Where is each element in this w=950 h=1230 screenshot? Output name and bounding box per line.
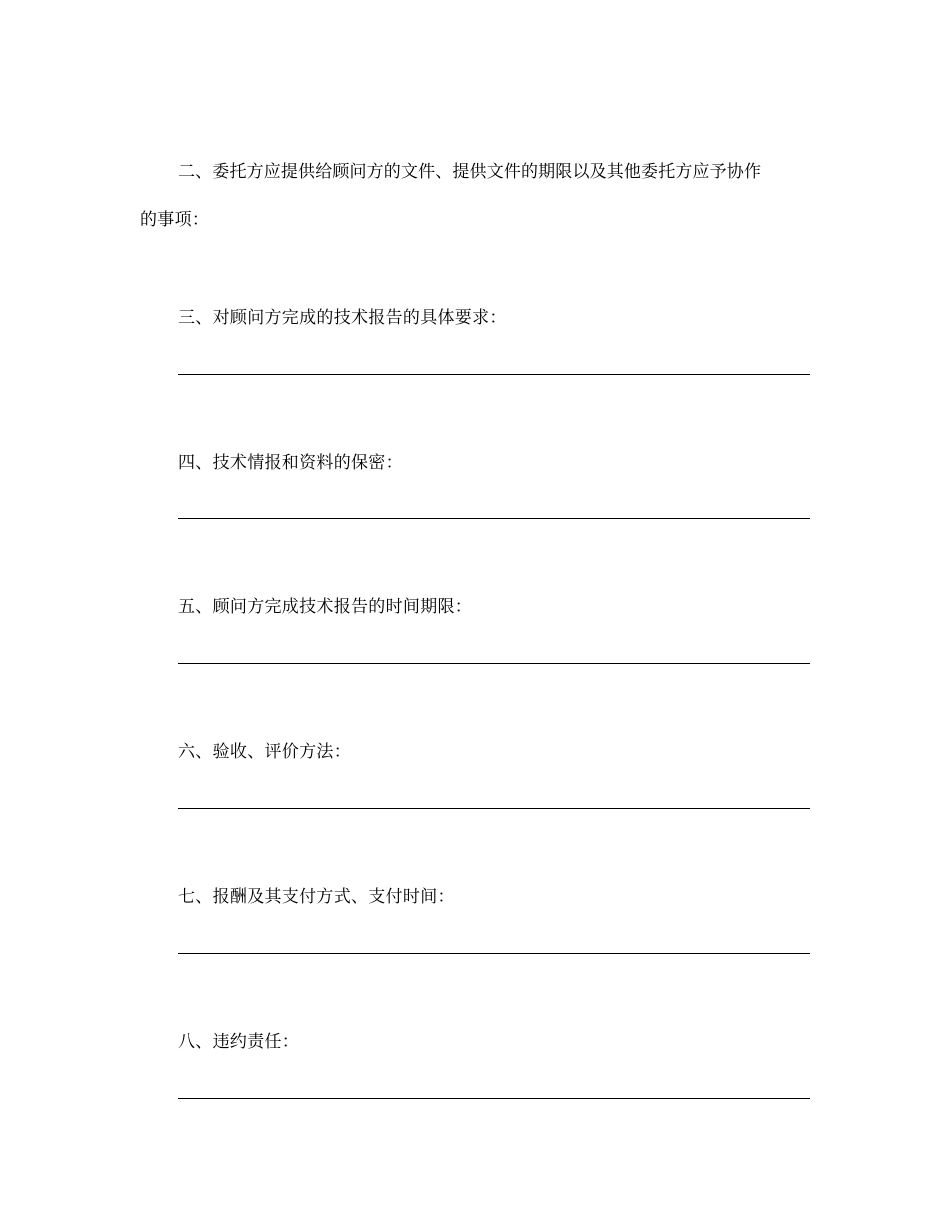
section-7-heading: 七、报酬及其支付方式、支付时间： [178,887,455,907]
section-6-heading: 六、验收、评价方法： [178,742,351,762]
section-7-fill-line[interactable] [178,953,810,954]
section-4-heading: 四、技术情报和资料的保密： [178,453,403,473]
section-3-fill-line[interactable] [178,374,810,375]
section-6-fill-line[interactable] [178,808,810,809]
section-4-fill-line[interactable] [178,518,810,519]
section-5-fill-line[interactable] [178,663,810,664]
section-2-heading-line2: 的事项： [140,210,210,230]
section-3-heading: 三、对顾问方完成的技术报告的具体要求： [178,308,507,328]
section-5-heading: 五、顾问方完成技术报告的时间期限： [178,597,473,617]
section-8-heading: 八、违约责任： [178,1032,300,1052]
section-8-fill-line[interactable] [178,1098,810,1099]
section-2-heading-line1: 二、委托方应提供给顾问方的文件、提供文件的期限以及其他委托方应予协作 [178,162,762,182]
